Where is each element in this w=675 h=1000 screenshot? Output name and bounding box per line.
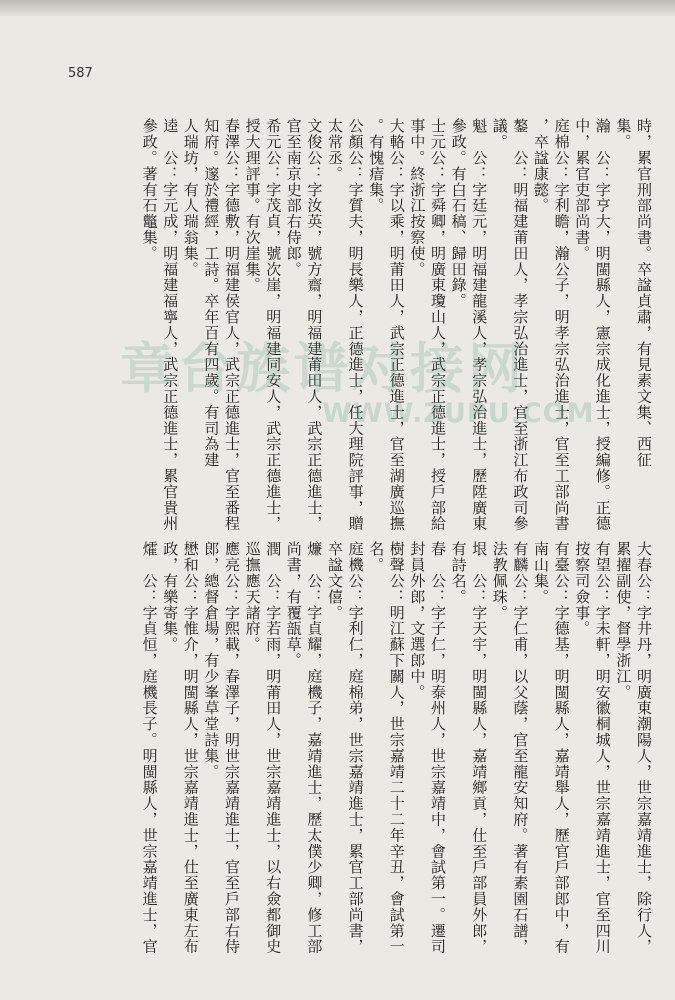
lower-text-column: 巡撫應天諸府。 (243, 541, 262, 653)
upper-text-column: 知府。邃於禮經，工詩。卒年百有四歲。有司為建 (202, 118, 221, 468)
lower-text-column: 應亮公：字熙載，春澤子，明世宗嘉靖進士，官至戶部右侍 (223, 541, 241, 955)
lower-text-column: 按察司僉事。 (573, 541, 592, 637)
lower-text-column: 有麟公：字仁甫，以父蔭，官至龍安知府。著有素園石譜， (511, 541, 530, 955)
page-number: 587 (68, 66, 93, 81)
lower-text-column: 有望公：字未軒，明安徽桐城人，世宗嘉靖進士，官至四川 (593, 541, 612, 955)
lower-text-column: 燫 公：字貞耀，庭機子，嘉靖進士，歷太僕少卿，修工部 (305, 541, 324, 955)
upper-text-column: 希元公：字茂貞，號次崖，明福建同安人，武宗正德進士， (264, 118, 283, 532)
upper-text-column: 。有愧瘖集。 (367, 118, 386, 214)
upper-text-column: 春澤公：字德敷，明福建侯官人，武宗正德進士，官至番程 (223, 118, 241, 532)
upper-text-column: 鏊 公：明福建莆田人，孝宗弘治進士，官至浙江布政司參 (511, 118, 530, 532)
upper-text-column: ，卒諡康懿。 (532, 118, 550, 214)
lower-text-column: 有臺公：字德基，明閩縣人，嘉靖舉人，歷官戶部郎中，有 (552, 541, 571, 955)
watermark-title: 章台族谱对接网 (120, 337, 526, 400)
lower-text-column: 有詩名。 (449, 541, 468, 605)
upper-text-column: 參政。著有石鼈集。 (140, 118, 159, 262)
upper-text-column: 事中。終浙江按察使。 (408, 118, 427, 277)
upper-text-column: 人瑞坊，有人瑞翁集。 (181, 118, 200, 277)
upper-text-column: 文俊公：字汝英，號方齋，明福建莆田人，武宗正德進士， (305, 118, 324, 532)
lower-text-column: 累擢副使，督學浙江。 (614, 541, 633, 700)
lower-text-column: 尚書，有覆瓿草。 (284, 541, 303, 669)
lower-text-column: 垠 公：字天宇，明閩縣人，嘉靖鄉貢，仕至戶部員外郎， (470, 541, 489, 955)
lower-text-column: 庭機公：字利仁，庭棉弟，世宗嘉靖進士，累官工部尚書， (346, 541, 365, 955)
upper-text-column: 參政。有白石稿、歸田錄。 (449, 118, 468, 309)
lower-text-column: 南山集。 (532, 541, 550, 605)
lower-text-column: 名。 (367, 541, 386, 573)
upper-text-column: 集。 (614, 118, 633, 150)
upper-text-column: 大輅公：字以乘，明莆田人，武宗正德進士，官至湖廣巡撫 (387, 118, 406, 532)
upper-text-column: 士元公：字舜卿，明廣東瓊山人，武宗正德進士，授戶部給 (429, 118, 447, 532)
lower-text-column: 郎，總督倉場，有少峯草堂詩集。 (202, 541, 221, 780)
upper-text-column: 授大理評事。有次崖集。 (243, 118, 262, 293)
watermark-url: WWW.ZUPU.COM (322, 398, 595, 429)
upper-text-column: 官至南京史部右侍郎。 (284, 118, 303, 277)
lower-text-column: 卒諡文僖。 (326, 541, 344, 621)
upper-text-column: 中，累官吏部尚書。 (573, 118, 592, 262)
upper-text-column: 庭棉公：字利瞻，瀚公子，明孝宗弘治進士，官至工部尚書 (552, 118, 571, 532)
lower-text-column: 懋和公：字惟介，明閩縣人，世宗嘉靖進士，仕至廣東左布 (181, 541, 200, 955)
lower-text-column: 樹聲公：明江蘇下關人，世宗嘉靖二十二年辛丑，會試第一 (387, 541, 406, 955)
upper-text-column: 議。 (490, 118, 509, 150)
upper-text-column: 瀚 公：字亨大，明閩縣人，憲宗成化進士，授編修。正德 (593, 118, 612, 532)
upper-text-column: 公顏公：字質夫，明長樂人，正德進士，任大理院評事，贈 (346, 118, 365, 532)
lower-text-column: 春 公：字子仁，明泰州人，世宗嘉靖中，會試第一。遷司 (429, 541, 447, 955)
lower-text-column: 法教佩珠。 (490, 541, 509, 621)
upper-text-column: 時，累官刑部尚書。卒諡貞肅，有見素文集、西征 (635, 118, 653, 468)
lower-text-column: 㸌 公：字貞恒，庭機長子。明閩縣人，世宗嘉靖進士，官 (140, 541, 159, 955)
lower-text-column: 封員外郎，文選郎中。 (408, 541, 427, 700)
lower-text-column: 大春公：字井丹，明廣東潮陽人，世宗嘉靖進士，除行人， (635, 541, 653, 955)
upper-text-column: 逵 公：字元成，明福建福寧人，武宗正德進士，累官貴州 (161, 118, 180, 532)
page-top-edge (0, 0, 675, 16)
upper-text-column: 魁 公：字廷元，明福建龍溪人，孝宗弘治進士，歷陞廣東 (470, 118, 489, 532)
lower-text-column: 政，有樂寄集。 (161, 541, 180, 653)
lower-text-column: 潤 公：字若雨，明莆田人，世宗嘉靖進士，以右僉都御史 (264, 541, 283, 955)
upper-text-column: 太常丞。 (326, 118, 344, 182)
